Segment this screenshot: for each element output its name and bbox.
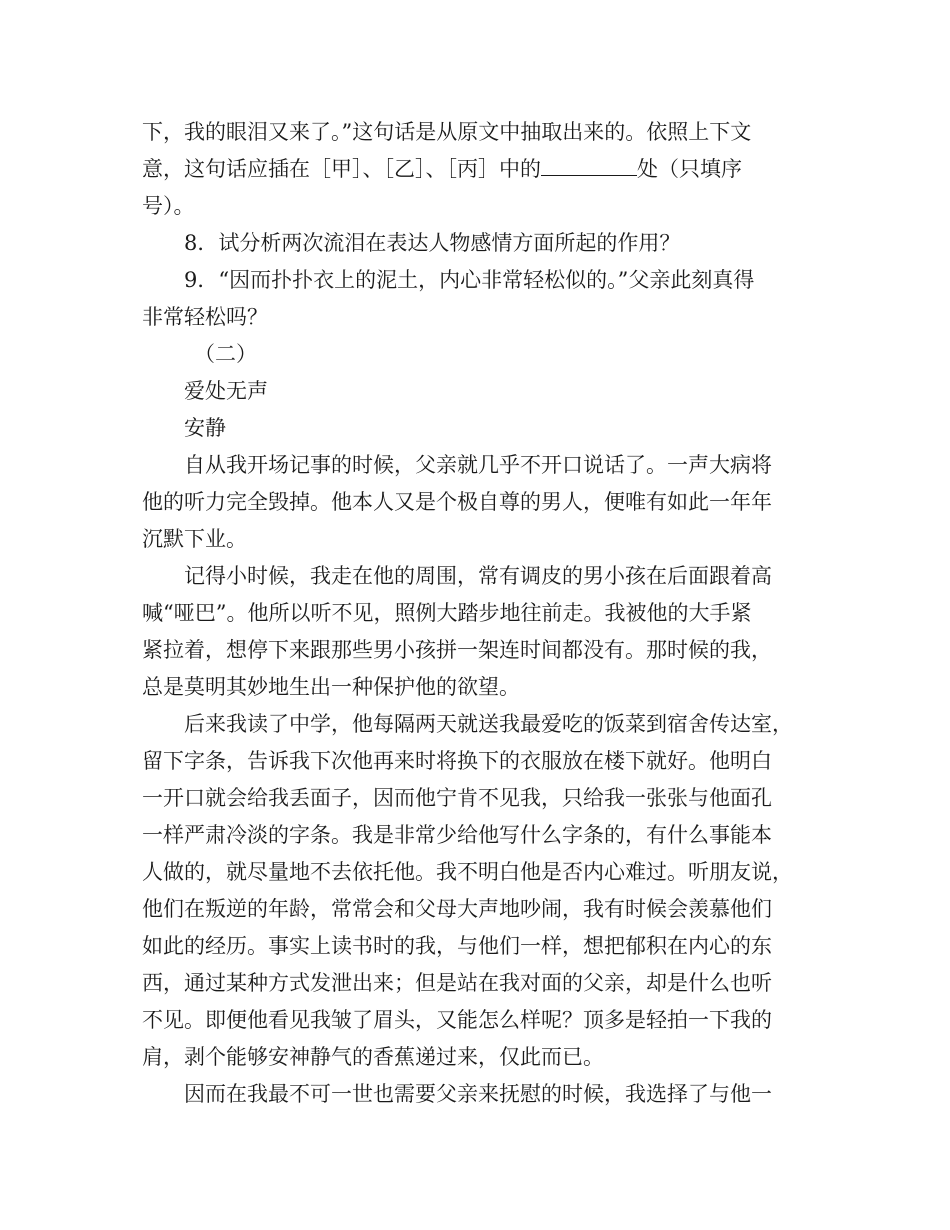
article-author: 安静 — [184, 416, 226, 440]
text-line: 如此的经历。事实上读书时的我，与他们一样，想把郁积在内心的东 — [142, 934, 772, 958]
paragraph-2 — [142, 558, 828, 706]
text-fragment: 意，这句话应插在［甲］、［乙］、［丙］中的 — [142, 157, 541, 181]
text-line: 他的听力完全毁掉。他本人又是个极自尊的男人，便唯有如此一年年 — [142, 490, 772, 514]
paragraph-3 — [142, 706, 828, 1076]
question-8 — [142, 225, 828, 262]
text-line: 非常轻松吗？ — [142, 305, 268, 329]
text-line: 紧拉着，想停下来跟那些男小孩拼一架连时间都没有。那时候的我， — [142, 638, 772, 662]
text-line: 他们在叛逆的年龄，常常会和父母大声地吵闹，我有时候会羡慕他们 — [142, 897, 772, 921]
paragraph-1 — [142, 447, 828, 558]
text-line: 喊“哑巴”。他所以听不见，照例大踏步地往前走。我被他的大手紧 — [142, 601, 752, 625]
text-line: 留下字条，告诉我下次他再来时将换下的衣服放在楼下就好。他明白 — [142, 749, 772, 773]
question-7-continuation — [142, 114, 828, 225]
text-fragment: 处（只填序 — [637, 157, 742, 181]
text-line: 8．试分析两次流泪在表达人物感情方面所起的作用？ — [184, 231, 681, 255]
text-line: 西，通过某种方式发泄出来；但是站在我对面的父亲，却是什么也听 — [142, 971, 772, 995]
text-line: 自从我开场记事的时候，父亲就几乎不开口说话了。一声大病将 — [184, 453, 772, 477]
text-line: 人做的，就尽量地不去依托他。我不明白他是否内心难过。听朋友说， — [142, 860, 793, 884]
text-line: 一开口就会给我丢面子，因而他宁肯不见我，只给我一张张与他面孔 — [142, 786, 772, 810]
text-line: 下，我的眼泪又来了。”这句话是从原文中抽取出来的。依照上下文 — [142, 120, 752, 144]
text-line: 总是莫明其妙地生出一种保护他的欲望。 — [142, 675, 520, 699]
text-line: 肩，剥个能够安神静气的香蕉递过来，仅此而已。 — [142, 1045, 604, 1069]
text-line: 9．“因而扑扑衣上的泥土，内心非常轻松似的。”父亲此刻真得 — [184, 268, 755, 292]
answer-blank — [541, 153, 637, 176]
text-line: 记得小时候，我走在他的周围，常有调皮的男小孩在后面跟着高 — [184, 564, 772, 588]
text-line: 沉默下业。 — [142, 527, 247, 551]
text-line — [142, 151, 828, 188]
section-marker: （二） — [194, 342, 257, 366]
text-line: 后来我读了中学，他每隔两天就送我最爱吃的饭菜到宿舍传达室， — [184, 712, 793, 736]
text-line: 因而在我最不可一世也需要父亲来抚慰的时候，我选择了与他一 — [184, 1082, 772, 1106]
article-body — [142, 447, 828, 1113]
question-9 — [142, 262, 828, 336]
article-title: 爱处无声 — [184, 379, 268, 403]
text-line: 号）。 — [142, 194, 195, 218]
text-line: 不见。即便他看见我皱了眉头，又能怎么样呢？顶多是轻拍一下我的 — [142, 1008, 772, 1032]
document-page — [142, 114, 828, 1113]
text-line: 一样严肃冷淡的字条。我是非常少给他写什么字条的，有什么事能本 — [142, 823, 772, 847]
paragraph-4 — [142, 1076, 828, 1113]
